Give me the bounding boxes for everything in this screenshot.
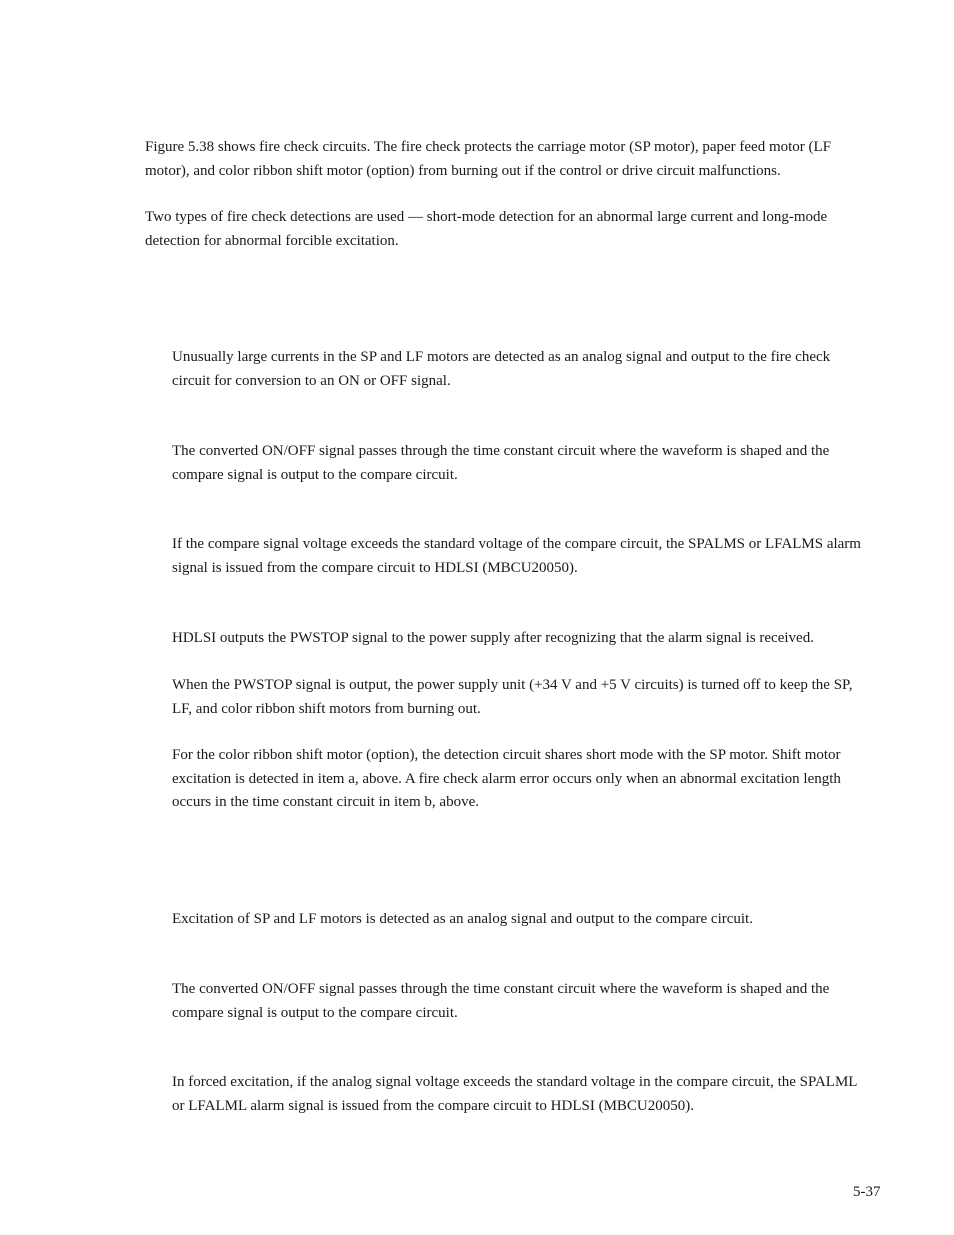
short-mode-item-d: HDLSI outputs the PWSTOP signal to the power supply after recognizing that the alarm signal is received. xyxy=(172,630,814,646)
short-mode-note: For the color ribbon shift motor (option), the detection circuit shares short mode with the SP motor. Shift motor excitation is detected in item a, above. A fire check alarm error occurs only when an abnormal excitation length occurs in the time constant circuit in item b, above. xyxy=(172,747,841,810)
intro-paragraph-1: Figure 5.38 shows fire check circuits. The fire check protects the carriage motor (SP motor), paper feed motor (LF motor), and color ribbon shift motor (option) from burning out if the control or drive circuit malfunctions. xyxy=(145,139,832,179)
long-mode-item-a: Excitation of SP and LF motors is detected as an analog signal and output to the compare circuit. xyxy=(172,911,753,927)
short-mode-item-a: Unusually large currents in the SP and LF motors are detected as an analog signal and output to the fire check circuit for conversion to an ON or OFF signal. xyxy=(172,349,831,389)
short-mode-item-b: The converted ON/OFF signal passes through the time constant circuit where the waveform is shaped and the compare signal is output to the compare circuit. xyxy=(172,443,830,483)
short-mode-item-c: If the compare signal voltage exceeds the standard voltage of the compare circuit, the SPALMS or LFALMS alarm signal is issued from the compare circuit to HDLSI (MBCU20050). xyxy=(172,536,861,576)
intro-paragraph-2: Two types of fire check detections are used — short-mode detection for an abnormal large current and long-mode detection for abnormal forcible excitation. xyxy=(145,209,828,249)
long-mode-item-c: In forced excitation, if the analog signal voltage exceeds the standard voltage in the compare circuit, the SPALML or LFALML alarm signal is issued from the compare circuit to HDLSI (MBCU20050). xyxy=(172,1074,857,1114)
page-number: 5-37 xyxy=(853,1184,881,1200)
short-mode-item-e: When the PWSTOP signal is output, the power supply unit (+34 V and +5 V circuits) is turned off to keep the SP, LF, and color ribbon shift motors from burning out. xyxy=(172,677,853,717)
long-mode-item-b: The converted ON/OFF signal passes through the time constant circuit where the waveform is shaped and the compare signal is output to the compare circuit. xyxy=(172,981,830,1021)
